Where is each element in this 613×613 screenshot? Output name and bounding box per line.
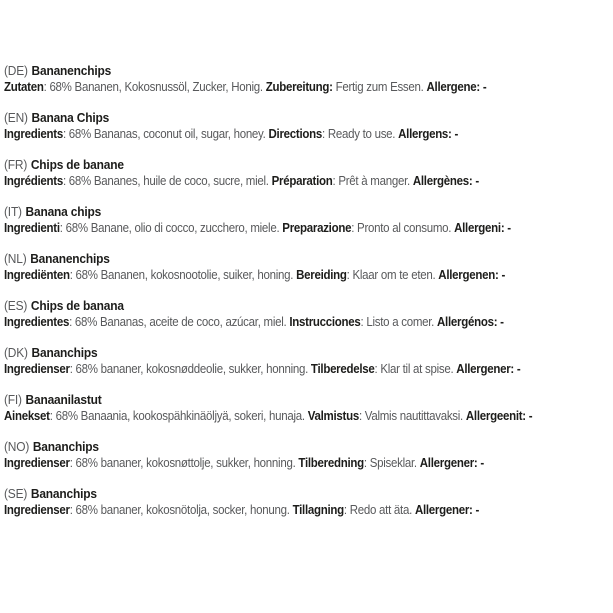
text-segment: : 68% Bananes, huile de coco, sucre, miel. [62,174,272,188]
text-segment: : Valmis nautittavaksi. [358,409,466,423]
bold-segment: Allergene: - [426,80,487,94]
bold-segment: Instrucciones [289,315,361,329]
bold-segment: Ingredientes [4,315,70,329]
bold-segment: Bereiding [296,268,347,282]
language-code: (EN) [4,110,28,125]
product-name: Banana chips [25,204,102,219]
language-code: (NL) [4,251,27,266]
language-code: (SE) [4,486,28,501]
text-segment: : 68% Bananas, aceite de coco, azúcar, miel. [69,315,290,329]
label-section [4,203,613,237]
bold-segment: Préparation [271,174,333,188]
bold-segment: Allergener: - [456,362,521,376]
language-code: (NO) [4,439,30,454]
bold-segment: Zubereitung: [265,80,333,94]
product-title-line [4,203,564,220]
bold-segment: Tilberedning [298,456,364,470]
text-segment: : 68% bananer, kokosnötolja, socker, honung. [69,503,293,517]
label-section [4,391,613,425]
ingredients-line [4,455,564,472]
text-segment: : 68% Bananen, kokosnootolie, suiker, honing. [69,268,297,282]
language-code: (DK) [4,345,28,360]
bold-segment: Ingredienti [4,221,60,235]
ingredients-line [4,126,564,143]
text-segment: : Klar til at spise. [374,362,457,376]
product-title-line [4,485,564,502]
text-segment: : Redo att äta. [343,503,415,517]
bold-segment: Tillagning [292,503,344,517]
text-segment: : 68% Banane, olio di cocco, zucchero, miele. [59,221,283,235]
language-code: (IT) [4,204,22,219]
bold-segment: Ingredienser [4,456,70,470]
text-segment: : 68% Bananen, Kokosnussöl, Zucker, Honig. [43,80,266,94]
text-segment: : 68% bananer, kokosnøttolje, sukker, honning. [69,456,299,470]
label-section [4,62,613,96]
label-section [4,250,613,284]
label-section [4,109,613,143]
language-code: (DE) [4,63,28,78]
bold-segment: Ainekset [4,409,50,423]
product-title-line [4,297,564,314]
text-segment: : Ready to use. [322,127,399,141]
bold-segment: Ingredienser [4,503,70,517]
language-code: (FR) [4,157,28,172]
product-title-line [4,391,564,408]
bold-segment: Allergénos: - [437,315,504,329]
text-segment: Fertig zum Essen. [332,80,427,94]
product-title-line [4,438,564,455]
bold-segment: Ingredienser [4,362,70,376]
label-section [4,485,613,519]
ingredients-line [4,79,564,96]
product-name: Bananchips [31,345,98,360]
bold-segment: Allergener: - [419,456,484,470]
bold-segment: Allergènes: - [412,174,479,188]
label-section [4,344,613,378]
label-section [4,438,613,472]
language-code: (ES) [4,298,28,313]
ingredients-line [4,267,564,284]
product-name: Bananenchips [30,251,110,266]
label-section [4,297,613,331]
product-title-line [4,62,564,79]
text-segment: : 68% Bananas, coconut oil, sugar, honey. [62,127,269,141]
ingredients-line [4,173,564,190]
label-section [4,156,613,190]
bold-segment: Allergenen: - [438,268,506,282]
ingredients-line [4,361,564,378]
bold-segment: Directions [268,127,323,141]
product-title-line [4,344,564,361]
text-segment: : Pronto al consumo. [351,221,455,235]
text-segment: : 68% Banaania, kookospähkinäöljyä, sokeri, hunaja. [49,409,308,423]
product-name: Chips de banane [30,157,124,172]
bold-segment: Zutaten [4,80,44,94]
product-name: Banana Chips [31,110,110,125]
text-segment: : Prêt à manger. [332,174,413,188]
product-name: Bananchips [30,486,97,501]
bold-segment: Allergeni: - [454,221,511,235]
bold-segment: Allergens: - [398,127,459,141]
product-title-line [4,109,564,126]
ingredients-line [4,314,564,331]
product-name: Chips de banana [30,298,124,313]
text-segment: : Spiseklar. [363,456,420,470]
text-segment: : 68% bananer, kokosnøddeolie, sukker, honning. [69,362,311,376]
ingredients-line [4,220,564,237]
text-segment: : Listo a comer. [360,315,438,329]
bold-segment: Tilberedelse [310,362,375,376]
language-code: (FI) [4,392,22,407]
product-name: Bananchips [32,439,99,454]
text-segment: : Klaar om te eten. [346,268,439,282]
bold-segment: Allergeenit: - [465,409,533,423]
bold-segment: Valmistus [307,409,359,423]
bold-segment: Allergener: - [414,503,480,517]
product-name: Bananenchips [31,63,112,78]
product-name: Banaanilastut [25,392,102,407]
ingredients-line [4,502,564,519]
bold-segment: Ingrédients [4,174,63,188]
bold-segment: Preparazione [282,221,352,235]
product-title-line [4,156,564,173]
product-title-line [4,250,564,267]
bold-segment: Ingrediënten [4,268,70,282]
bold-segment: Ingredients [4,127,63,141]
ingredients-line [4,408,564,425]
